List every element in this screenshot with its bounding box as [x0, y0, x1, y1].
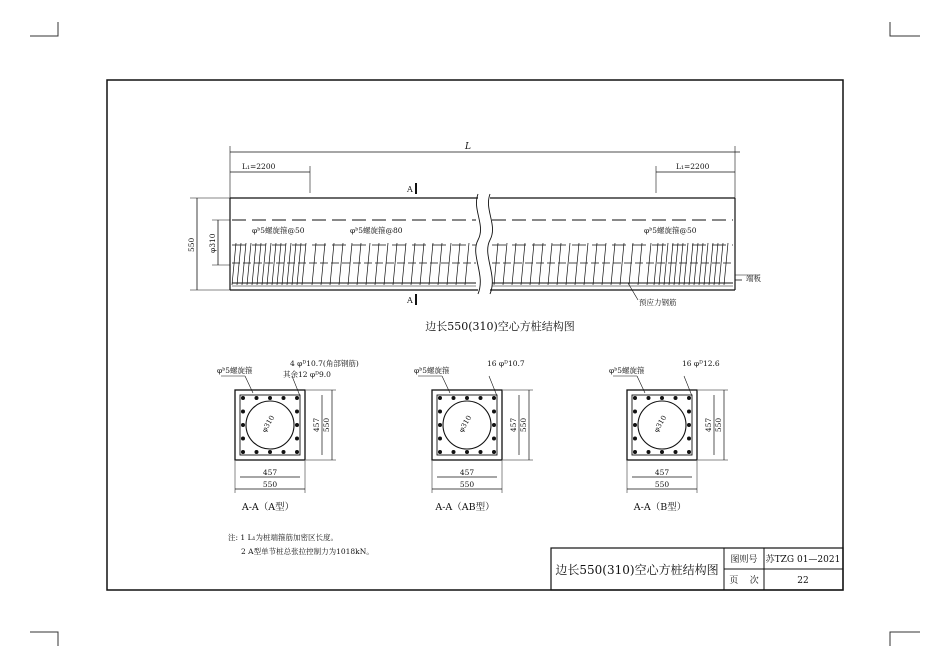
rebar — [241, 450, 245, 454]
cross-section — [414, 359, 533, 513]
rebar — [295, 437, 299, 441]
rebar — [687, 450, 691, 454]
section-rebar-line-1: 4 φᴰ10.7(角部钢筋) — [290, 359, 359, 368]
rebar — [465, 450, 469, 454]
rebar — [438, 410, 442, 414]
note-line-1: 注: 1 L₁为桩端箍筋加密区长度。 — [228, 533, 339, 542]
section-side-inner-dim: 457 — [509, 417, 518, 433]
rebar — [438, 450, 442, 454]
section-mark-top: A — [407, 185, 413, 194]
rebar — [241, 396, 245, 400]
note-line-2: 2 A型单节桩总张拉控制力为1018kN。 — [241, 547, 374, 556]
end-zone-right-label: L₁=2200 — [676, 162, 710, 171]
rebar — [255, 450, 259, 454]
rebar — [241, 410, 245, 414]
rebar — [633, 450, 637, 454]
section-side-inner-dim: 457 — [312, 417, 321, 433]
rebar — [492, 450, 496, 454]
rebar — [241, 437, 245, 441]
crop-marks — [30, 22, 920, 646]
section-mark-bottom: A — [407, 296, 413, 305]
end-plate-label: 端板 — [746, 274, 761, 283]
rebar — [492, 423, 496, 427]
section-side-inner-dim: 457 — [704, 417, 713, 433]
length-label: L — [465, 142, 471, 152]
atlas-label: 图则号 — [730, 555, 758, 565]
section-side-outer-dim: 550 — [322, 417, 331, 433]
rebar — [255, 396, 259, 400]
rebar — [268, 396, 272, 400]
cross-section — [609, 359, 728, 513]
section-inner-dim: 457 — [262, 468, 278, 477]
section-hole-label: φ310 — [652, 414, 669, 434]
section-inner-dim: 457 — [654, 468, 670, 477]
rebar — [438, 396, 442, 400]
section-inner-dim: 457 — [459, 468, 475, 477]
end-zone-left-label: L₁=2200 — [242, 162, 276, 171]
spiral-left-label: φᵇ5螺旋箍@50 — [252, 226, 305, 235]
rebar — [295, 423, 299, 427]
section-outer-dim: 550 — [459, 480, 475, 489]
page-value: 22 — [797, 576, 809, 586]
rebar — [492, 437, 496, 441]
rebar — [295, 450, 299, 454]
cross-section — [217, 358, 359, 513]
rebar — [492, 396, 496, 400]
rebar — [438, 423, 442, 427]
rebar — [268, 450, 272, 454]
section-outer-dim: 550 — [654, 480, 670, 489]
rebar — [282, 396, 286, 400]
rebar — [687, 423, 691, 427]
rebar — [633, 437, 637, 441]
section-rebar-line-1: 16 φᴰ12.6 — [682, 359, 720, 368]
rebar — [647, 450, 651, 454]
section-rebar-line-1: 16 φᴰ10.7 — [487, 359, 525, 368]
rebar — [633, 410, 637, 414]
rebar — [674, 396, 678, 400]
rebar — [282, 450, 286, 454]
spiral-middle-label: φᵇ5螺旋箍@80 — [350, 226, 403, 235]
rebar — [647, 396, 651, 400]
section-outer-dim: 550 — [262, 480, 278, 489]
atlas-value: 苏TZG 01—2021 — [765, 555, 841, 565]
rebar — [687, 437, 691, 441]
rebar — [687, 410, 691, 414]
section-side-outer-dim: 550 — [714, 417, 723, 433]
rebar — [452, 396, 456, 400]
section-hole-label: φ310 — [457, 414, 474, 434]
elevation-title: 边长550(310)空心方桩结构图 — [425, 320, 575, 333]
prestress-label: 预应力钢筋 — [639, 298, 677, 307]
rebar — [295, 410, 299, 414]
rebar — [674, 450, 678, 454]
drawing-frame — [107, 80, 843, 590]
section-spiral-label: φᵇ5螺旋箍 — [414, 366, 450, 375]
section-side-outer-dim: 550 — [519, 417, 528, 433]
rebar — [687, 396, 691, 400]
rebar — [452, 450, 456, 454]
title-block-drawing-title: 边长550(310)空心方桩结构图 — [555, 563, 719, 577]
rebar — [241, 423, 245, 427]
section-spiral-label: φᵇ5螺旋箍 — [609, 366, 645, 375]
section-hole-label: φ310 — [260, 414, 277, 434]
section-rebar-line-2: 其余12 φᴰ9.0 — [283, 370, 331, 379]
rebar — [465, 396, 469, 400]
hole-label: φ310 — [208, 233, 217, 253]
spiral-right-label: φᵇ5螺旋箍@50 — [644, 226, 697, 235]
rebar — [479, 396, 483, 400]
section-caption: A-A（A型） — [241, 502, 295, 513]
rebar — [438, 437, 442, 441]
rebar — [295, 396, 299, 400]
rebar — [633, 396, 637, 400]
rebar — [633, 423, 637, 427]
rebar — [492, 410, 496, 414]
rebar — [479, 450, 483, 454]
section-caption: A-A（B型） — [633, 502, 687, 513]
page-label: 页 次 — [729, 576, 759, 586]
section-spiral-label: φᵇ5螺旋箍 — [217, 366, 253, 375]
rebar — [660, 450, 664, 454]
height-label: 550 — [187, 237, 196, 252]
rebar — [660, 396, 664, 400]
section-caption: A-A（AB型） — [435, 502, 495, 513]
